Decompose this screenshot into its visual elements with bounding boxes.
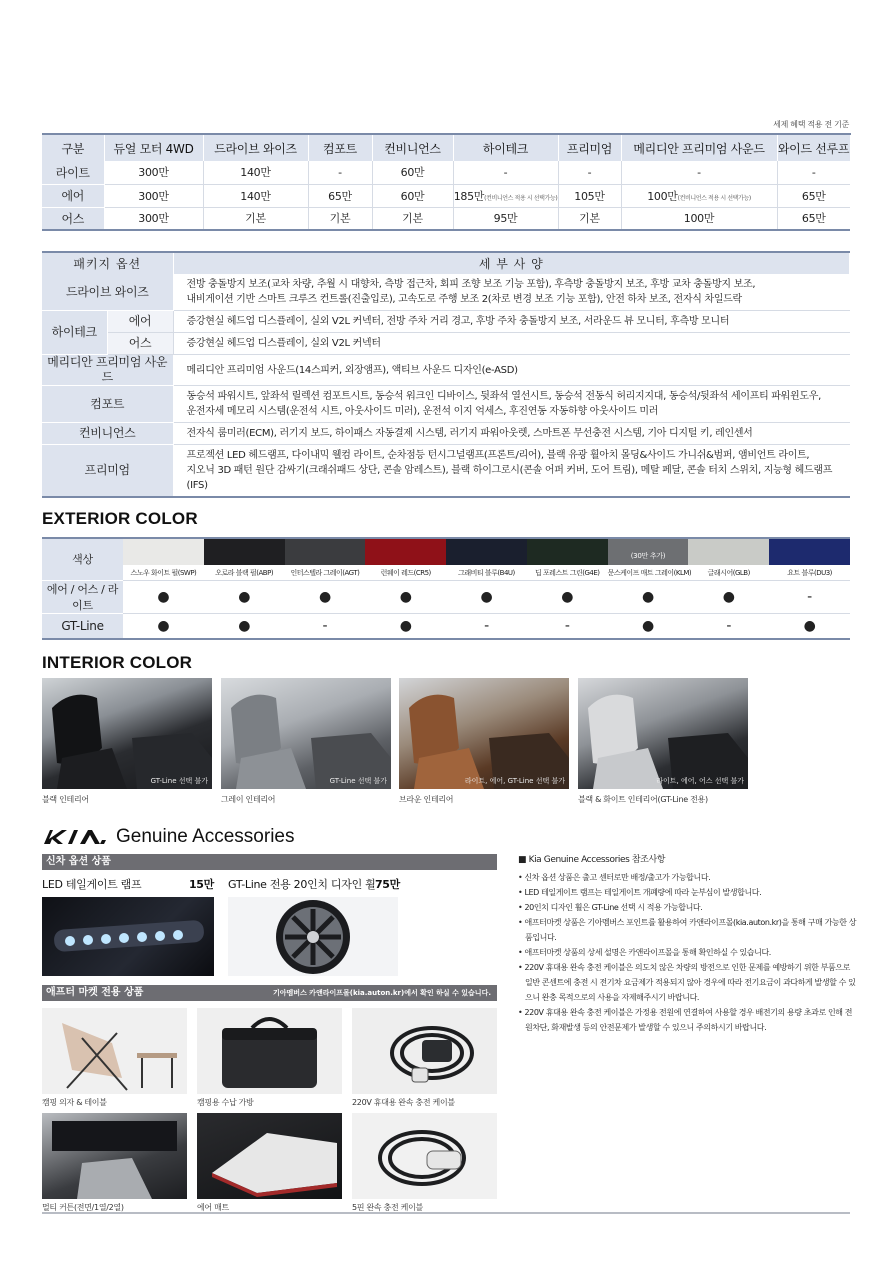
price-cell: - bbox=[777, 161, 850, 184]
package-name: 컨비니언스 bbox=[42, 423, 173, 445]
trim-label: 라이트 bbox=[42, 161, 104, 184]
charging-cable-illustration bbox=[352, 1008, 497, 1094]
price-cell: 기본 bbox=[558, 207, 621, 230]
availability-mark: - bbox=[769, 580, 850, 613]
package-name: 컴포트 bbox=[42, 386, 173, 423]
table-row bbox=[42, 580, 850, 613]
availability-mark: ● bbox=[204, 580, 285, 613]
col-header: 와이드 선루프 bbox=[777, 134, 850, 161]
trim-label: 에어 bbox=[42, 184, 104, 207]
aftermarket-caption: 멀티 커튼(전면/1열/2열) bbox=[42, 1203, 124, 1212]
col-header: 하이테크 bbox=[453, 134, 558, 161]
notes-title: ■ Kia Genuine Accessories 참조사항 bbox=[518, 855, 666, 865]
availability-mark: - bbox=[446, 613, 527, 639]
availability-mark: ● bbox=[446, 580, 527, 613]
trim-label: 어스 bbox=[42, 207, 104, 230]
multi-curtain-illustration bbox=[42, 1113, 187, 1199]
table-row bbox=[42, 333, 850, 355]
color-swatch-cell bbox=[204, 538, 285, 580]
desc-line: 동승석 파워시트, 앞좌석 릴렉션 컴포트시트, 동승석 워크인 디바이스, 뒷좌석 열선시트, 동승석 전동식 허리지지대, 동승석/뒷좌석 세이프티 파워윈도우, bbox=[186, 391, 821, 402]
package-spec-table bbox=[42, 251, 850, 498]
price-cell: 95만 bbox=[453, 207, 558, 230]
exterior-color-table bbox=[42, 537, 850, 640]
price-cell: - bbox=[453, 161, 558, 184]
aftermarket-item bbox=[352, 1113, 497, 1213]
note-item: • 애프터마켓 상품의 상세 설명은 카앤라이프몰을 통해 확인하실 수 있습니다. bbox=[518, 948, 771, 957]
color-swatch bbox=[688, 539, 769, 565]
product-name: LED 테일게이트 램프 bbox=[42, 878, 142, 891]
table-row bbox=[42, 355, 850, 386]
price-cell bbox=[621, 184, 777, 207]
interior-item bbox=[42, 678, 212, 805]
kia-logo-icon bbox=[42, 828, 108, 846]
aftermarket-item bbox=[197, 1008, 342, 1108]
package-name: 메리디안 프리미엄 사운드 bbox=[42, 355, 173, 386]
note-item: • 애프터마켓 상품은 기아멤버스 포인트를 활용하여 카앤라이프몰(kia.auton.kr)을 통해 구매 가능한 상품입니다. bbox=[518, 918, 857, 942]
color-swatch bbox=[285, 539, 366, 565]
color-swatch-cell bbox=[365, 538, 446, 580]
color-swatch-cell bbox=[607, 538, 692, 580]
price-cell: 기본 bbox=[372, 207, 453, 230]
color-name: 오로라 블랙 펄(ABP) bbox=[215, 569, 274, 577]
price-cell: 60만 bbox=[372, 184, 453, 207]
table-row bbox=[42, 207, 850, 230]
price-cell: - bbox=[308, 161, 372, 184]
aftermarket-caption: 캠핑용 수납 가방 bbox=[197, 1098, 254, 1107]
option-price-table bbox=[42, 133, 851, 231]
color-name: 그래비티 블루(B4U) bbox=[458, 569, 515, 577]
package-name: 프리미엄 bbox=[42, 445, 173, 498]
table-row bbox=[42, 311, 850, 333]
aftermarket-item bbox=[42, 1008, 187, 1108]
camping-chair-illustration bbox=[42, 1008, 187, 1094]
interior-caption: 그레이 인테리어 bbox=[221, 795, 276, 804]
package-name: 드라이브 와이즈 bbox=[42, 274, 173, 311]
camping-chair-photo bbox=[42, 1008, 187, 1094]
price-cell: - bbox=[621, 161, 777, 184]
air-mat-photo bbox=[197, 1113, 342, 1199]
wheel-product bbox=[228, 876, 400, 892]
swatch-row bbox=[42, 538, 850, 580]
color-swatch bbox=[446, 539, 527, 565]
interior-photo-brown bbox=[399, 678, 569, 789]
accessories-heading bbox=[42, 826, 295, 848]
camping-bag-photo bbox=[197, 1008, 342, 1094]
color-label: 색상 bbox=[42, 538, 123, 580]
led-lamp-photo bbox=[42, 897, 214, 976]
product-price: 75만 bbox=[374, 878, 400, 891]
package-desc: 증강현실 헤드업 디스플레이, 실외 V2L 커넥터 bbox=[173, 333, 850, 355]
availability-mark: ● bbox=[123, 580, 204, 613]
color-swatch bbox=[204, 539, 285, 565]
bottom-divider bbox=[42, 1212, 850, 1214]
aftermarket-item bbox=[197, 1113, 342, 1213]
package-subtrim: 어스 bbox=[107, 333, 173, 355]
price-cell: 300만 bbox=[104, 207, 203, 230]
price-cell: 기본 bbox=[308, 207, 372, 230]
col-header: 드라이브 와이즈 bbox=[203, 134, 308, 161]
color-name: 딥 포레스트 그린(G4E) bbox=[534, 569, 600, 577]
product-name: GT-Line 전용 20인치 디자인 휠 bbox=[228, 878, 376, 891]
package-desc bbox=[173, 386, 850, 423]
accessories-title: Genuine Accessories bbox=[116, 826, 295, 847]
interior-caption: 브라운 인테리어 bbox=[399, 795, 454, 804]
price-value: 100만 bbox=[647, 189, 678, 203]
note-item: • 20인치 디자인 휠은 GT-Line 선택 시 적용 가능합니다. bbox=[518, 903, 703, 912]
table-row bbox=[42, 613, 850, 639]
price-cell: 140만 bbox=[203, 161, 308, 184]
color-name: 런웨이 레드(CR5) bbox=[380, 569, 431, 577]
color-swatch bbox=[123, 539, 204, 565]
interior-color-title: INTERIOR COLOR bbox=[42, 653, 193, 672]
interior-overlay: 라이트, 에어, 어스 선택 불가 bbox=[656, 777, 744, 785]
aftermarket-bar bbox=[42, 985, 497, 1001]
desc-line: 프로젝션 LED 헤드램프, 다이내믹 웰컴 라이트, 순차점등 턴시그널램프(프론트/리어), 블랙 유광 휠아치 몰딩&사이드 가니쉬&범퍼, 앰비언트 라이트, bbox=[186, 450, 810, 461]
color-swatch bbox=[527, 539, 608, 565]
col-header: 프리미엄 bbox=[558, 134, 621, 161]
color-name: 스노우 화이트 펄(SWP) bbox=[130, 569, 197, 577]
package-header-row bbox=[42, 252, 850, 274]
charging-cable-5pin-illustration bbox=[352, 1113, 497, 1199]
camping-bag-illustration bbox=[197, 1008, 342, 1094]
availability-mark: ● bbox=[608, 613, 689, 639]
aftermarket-caption: 220V 휴대용 완속 충전 케이블 bbox=[352, 1098, 455, 1107]
price-cell: - bbox=[558, 161, 621, 184]
note-item: • LED 테일게이트 램프는 테일게이트 개폐량에 따라 눈부심이 발생합니다. bbox=[518, 888, 762, 897]
price-cell: 65만 bbox=[777, 207, 850, 230]
interior-photo-black-white bbox=[578, 678, 748, 789]
exterior-color-title: EXTERIOR COLOR bbox=[42, 509, 198, 528]
seat-illustration bbox=[221, 678, 391, 789]
availability-mark: ● bbox=[365, 580, 446, 613]
aftermarket-bar-note: 기아멤버스 카앤라이프몰(kia.auton.kr)에서 확인 하실 수 있습니다. bbox=[272, 989, 491, 997]
col-header: 듀얼 모터 4WD bbox=[104, 134, 203, 161]
availability-mark: ● bbox=[608, 580, 689, 613]
note-item: • 220V 휴대용 완속 충전 케이블은 의도치 않은 차량의 방전으로 인한 문제를 예방하기 위한 부품으로 일반 콘센트에 충전 시 전기차 요금제가 적용되지 않아 경우에 따라 전기요금이 과다하게 발생할 수 있으니 완충 목적으로의 사용을 자제해주시기 바랍니다. bbox=[518, 963, 856, 1002]
desc-line: 전방 충돌방지 보조(교차 차량, 추월 시 대향차, 측방 접근차, 회피 조향 보조 기능 포함), 후측방 충돌방지 보조, 후방 교차 충돌방지 보조, bbox=[186, 279, 756, 290]
price-cell bbox=[453, 184, 558, 207]
price-value: 185만 bbox=[453, 189, 485, 203]
charging-cable-5pin-photo bbox=[352, 1113, 497, 1199]
wheel-photo bbox=[228, 897, 398, 976]
availability-mark: - bbox=[688, 613, 769, 639]
price-header-row bbox=[42, 134, 850, 161]
wheel-illustration bbox=[228, 897, 398, 976]
package-desc bbox=[173, 274, 850, 311]
package-desc: 전자식 룸미러(ECM), 러기지 보드, 하이패스 자동결제 시스템, 러기지 파워아웃렛, 스마트폰 무선충전 시스템, 기아 디지털 키, 레인센서 bbox=[173, 423, 850, 445]
new-car-options-bar: 신차 옵션 상품 bbox=[42, 854, 497, 870]
package-desc bbox=[173, 445, 850, 498]
air-mat-illustration bbox=[197, 1113, 342, 1199]
interior-caption: 블랙 인테리어 bbox=[42, 795, 89, 804]
price-cell: 100만 bbox=[621, 207, 777, 230]
interior-item bbox=[221, 678, 391, 805]
col-header: 구분 bbox=[42, 134, 104, 161]
desc-line: 내비게이션 기반 스마트 크루즈 컨트롤(진출입로), 고속도로 주행 보조 2(차로 변경 보조 기능 포함), 안전 하차 보조, 전자식 차일드락 bbox=[186, 294, 742, 305]
charging-cable-220v-photo bbox=[352, 1008, 497, 1094]
color-swatch-cell bbox=[527, 538, 608, 580]
table-row bbox=[42, 423, 850, 445]
color-swatch-cell bbox=[285, 538, 366, 580]
package-desc: 증강현실 헤드업 디스플레이, 실외 V2L 커넥터, 전방 주차 거리 경고, 후방 주차 충돌방지 보조, 서라운드 뷰 모니터, 후측방 모니터 bbox=[173, 311, 850, 333]
led-lamp-illustration bbox=[42, 897, 214, 976]
price-cell: 105만 bbox=[558, 184, 621, 207]
note-item: • 신차 옵션 상품은 출고 센터로만 배정/출고가 가능합니다. bbox=[518, 873, 711, 882]
interior-photo-gray bbox=[221, 678, 391, 789]
aftermarket-item bbox=[42, 1113, 187, 1213]
interior-item bbox=[578, 678, 748, 805]
interior-item bbox=[399, 678, 569, 805]
price-cell: 65만 bbox=[777, 184, 850, 207]
color-swatch bbox=[769, 539, 850, 565]
aftermarket-caption: 캠핑 의자 & 테이블 bbox=[42, 1098, 107, 1107]
extra-cost-badge: (30만 추가) bbox=[630, 552, 666, 560]
price-cell: 300만 bbox=[104, 161, 203, 184]
seat-illustration bbox=[42, 678, 212, 789]
color-swatch-cell bbox=[688, 538, 769, 580]
interior-caption: 블랙 & 화이트 인테리어(GT-Line 전용) bbox=[578, 795, 708, 804]
color-name: 글래시어(GLB) bbox=[707, 569, 750, 577]
interior-photo-black bbox=[42, 678, 212, 789]
availability-mark: ● bbox=[527, 580, 608, 613]
color-swatch bbox=[608, 539, 689, 565]
package-header-left: 패키지 옵션 bbox=[42, 252, 173, 274]
price-footnote: (컨비니언스 적용 시 선택가능) bbox=[677, 194, 751, 202]
color-swatch-cell bbox=[446, 538, 527, 580]
color-name: 인터스텔라 그레이(AGT) bbox=[290, 569, 360, 577]
aftermarket-item bbox=[352, 1008, 497, 1108]
led-product bbox=[42, 876, 214, 892]
interior-overlay: 라이트, 에어, GT-Line 선택 불가 bbox=[464, 777, 565, 785]
color-swatch-cell bbox=[769, 538, 850, 580]
availability-mark: - bbox=[285, 613, 366, 639]
price-cell: 기본 bbox=[203, 207, 308, 230]
multi-curtain-photo bbox=[42, 1113, 187, 1199]
note-item: • 220V 휴대용 완속 충전 케이블은 가정용 전원에 연결하여 사용할 경우 배전기의 용량 초과로 인해 전원차단, 화재발생 등의 안전문제가 발생할 수 있으니 주의하시기 바랍니다. bbox=[518, 1008, 853, 1032]
availability-mark: ● bbox=[285, 580, 366, 613]
price-cell: 60만 bbox=[372, 161, 453, 184]
col-header: 메리디안 프리미엄 사운드 bbox=[621, 134, 777, 161]
desc-line: 운전자세 메모리 시스템(운전석 시트, 아웃사이드 미러), 운전석 이지 억세스, 후진연동 자동하향 아웃사이드 미러 bbox=[186, 406, 659, 417]
color-name: 문스케이프 매트 그레이(KLM) bbox=[607, 569, 692, 577]
table-row bbox=[42, 445, 850, 498]
package-name: 하이테크 bbox=[42, 311, 107, 355]
price-cell: 300만 bbox=[104, 184, 203, 207]
table-row bbox=[42, 386, 850, 423]
aftermarket-caption: 5핀 완속 충전 케이블 bbox=[352, 1203, 423, 1212]
availability-mark: - bbox=[527, 613, 608, 639]
package-header-right: 세 부 사 양 bbox=[173, 252, 850, 274]
price-basis-note: 세제 혜택 적용 전 기준 bbox=[773, 120, 849, 129]
interior-overlay: GT-Line 선택 불가 bbox=[150, 777, 208, 785]
availability-mark: ● bbox=[204, 613, 285, 639]
availability-mark: ● bbox=[769, 613, 850, 639]
color-swatch-cell bbox=[123, 538, 204, 580]
aftermarket-caption: 에어 매트 bbox=[197, 1203, 229, 1212]
package-desc: 메리디안 프리미엄 사운드(14스피커, 외장앰프), 액티브 사운드 디자인(e-ASD) bbox=[173, 355, 850, 386]
desc-line: 지오닉 3D 패턴 원단 감싸기(크래쉬패드 상단, 콘솔 암레스트), 블랙 하이그로시(콘솔 어퍼 커버, 도어 트림), 메탈 페달, 콘솔 터치 스위치, 지능형 헤드램프(IFS) bbox=[186, 465, 833, 491]
accessory-notes bbox=[518, 853, 858, 1035]
color-name: 요트 블루(DU3) bbox=[787, 569, 832, 577]
table-row bbox=[42, 274, 850, 311]
trim-label: 에어 / 어스 / 라이트 bbox=[42, 580, 123, 613]
package-subtrim: 에어 bbox=[107, 311, 173, 333]
availability-mark: ● bbox=[688, 580, 769, 613]
seat-illustration bbox=[578, 678, 748, 789]
interior-overlay: GT-Line 선택 불가 bbox=[329, 777, 387, 785]
table-row bbox=[42, 161, 850, 184]
price-cell: 140만 bbox=[203, 184, 308, 207]
seat-illustration bbox=[399, 678, 569, 789]
col-header: 컨비니언스 bbox=[372, 134, 453, 161]
availability-mark: ● bbox=[365, 613, 446, 639]
price-footnote: (컨비니언스 적용 시 선택가능) bbox=[484, 194, 558, 202]
color-swatch bbox=[365, 539, 446, 565]
notes-list bbox=[518, 870, 858, 1035]
price-cell: 65만 bbox=[308, 184, 372, 207]
col-header: 컴포트 bbox=[308, 134, 372, 161]
aftermarket-bar-title: 애프터 마켓 전용 상품 bbox=[46, 987, 144, 998]
availability-mark: ● bbox=[123, 613, 204, 639]
table-row bbox=[42, 184, 850, 207]
trim-label: GT-Line bbox=[42, 613, 123, 639]
product-price: 15만 bbox=[188, 878, 214, 891]
